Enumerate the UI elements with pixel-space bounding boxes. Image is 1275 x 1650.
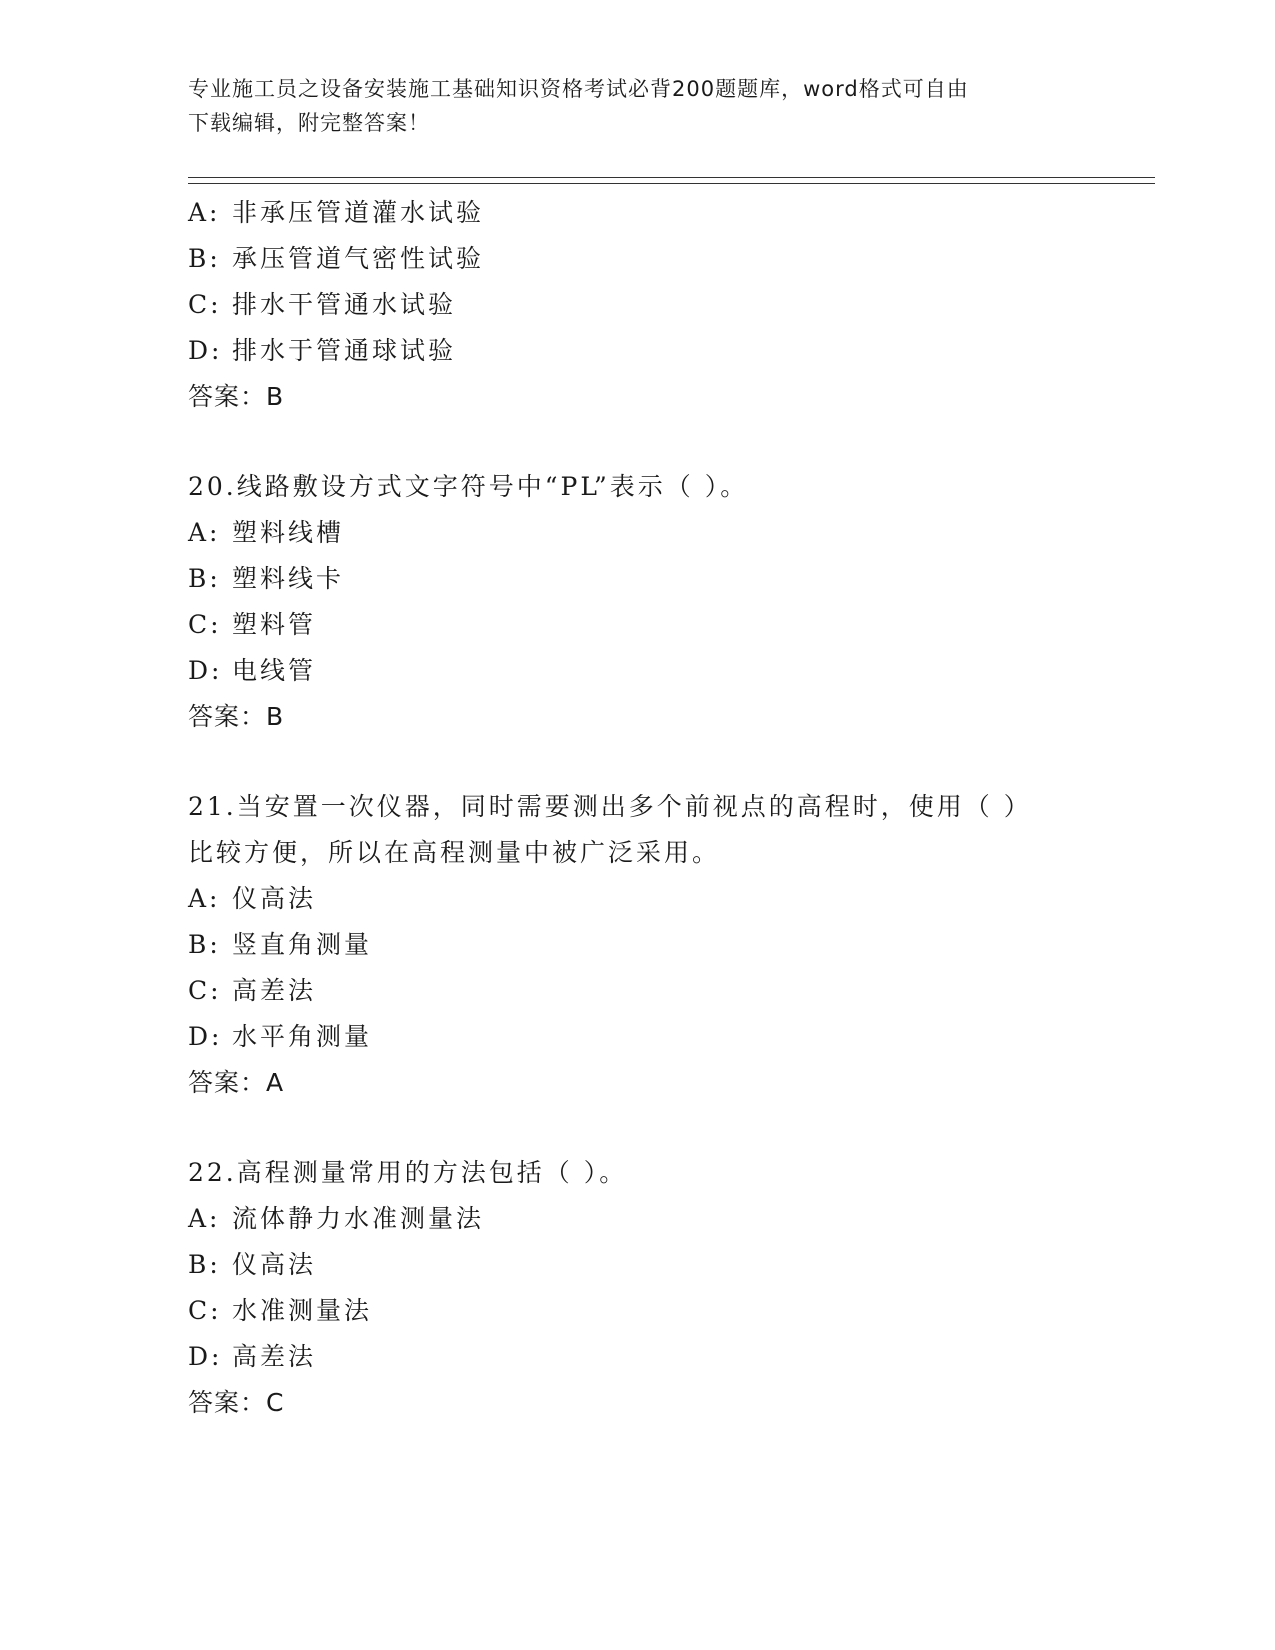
question-20: [188, 464, 1088, 740]
option-d: D: 排水于管通球试验: [188, 336, 457, 365]
option-b: B: 承压管道气密性试验: [188, 244, 485, 273]
option-a: A: 流体静力水准测量法: [188, 1204, 485, 1233]
answer: 答案：C: [188, 1388, 285, 1417]
option-c: C: 排水干管通水试验: [188, 290, 457, 319]
option-d: D: 水平角测量: [188, 1022, 373, 1051]
option-b: B: 仪高法: [188, 1250, 317, 1279]
option-b: B: 塑料线卡: [188, 564, 345, 593]
answer: 答案：B: [188, 382, 285, 411]
option-b: B: 竖直角测量: [188, 930, 373, 959]
question-21: [188, 784, 1088, 1106]
question-stem-line-1: 21.当安置一次仪器，同时需要测出多个前视点的高程时，使用（ ）: [188, 792, 1032, 821]
question-stem: 20.线路敷设方式文字符号中“PL”表示（ ）。: [188, 472, 749, 501]
option-d: D: 电线管: [188, 656, 317, 685]
question-list: [188, 190, 1088, 1426]
header-line-2: 下载编辑，附完整答案！: [188, 111, 430, 135]
question-stem-line-2: 比较方便，所以在高程测量中被广泛采用。: [188, 838, 721, 867]
header-divider-bottom: [188, 183, 1155, 184]
answer: 答案：B: [188, 702, 285, 731]
question-19: [188, 190, 1088, 420]
header-line-1: 专业施工员之设备安装施工基础知识资格考试必背200题题库，word格式可自由: [188, 77, 969, 101]
option-a: A: 仪高法: [188, 884, 317, 913]
option-a: A: 非承压管道灌水试验: [188, 198, 485, 227]
option-d: D: 高差法: [188, 1342, 317, 1371]
document-header: [188, 72, 1068, 140]
answer: 答案：A: [188, 1068, 285, 1097]
option-c: C: 塑料管: [188, 610, 317, 639]
option-c: C: 高差法: [188, 976, 317, 1005]
question-22: [188, 1150, 1088, 1426]
header-divider-top: [188, 177, 1155, 178]
option-a: A: 塑料线槽: [188, 518, 345, 547]
option-c: C: 水准测量法: [188, 1296, 373, 1325]
question-stem: 22.高程测量常用的方法包括（ ）。: [188, 1158, 628, 1187]
